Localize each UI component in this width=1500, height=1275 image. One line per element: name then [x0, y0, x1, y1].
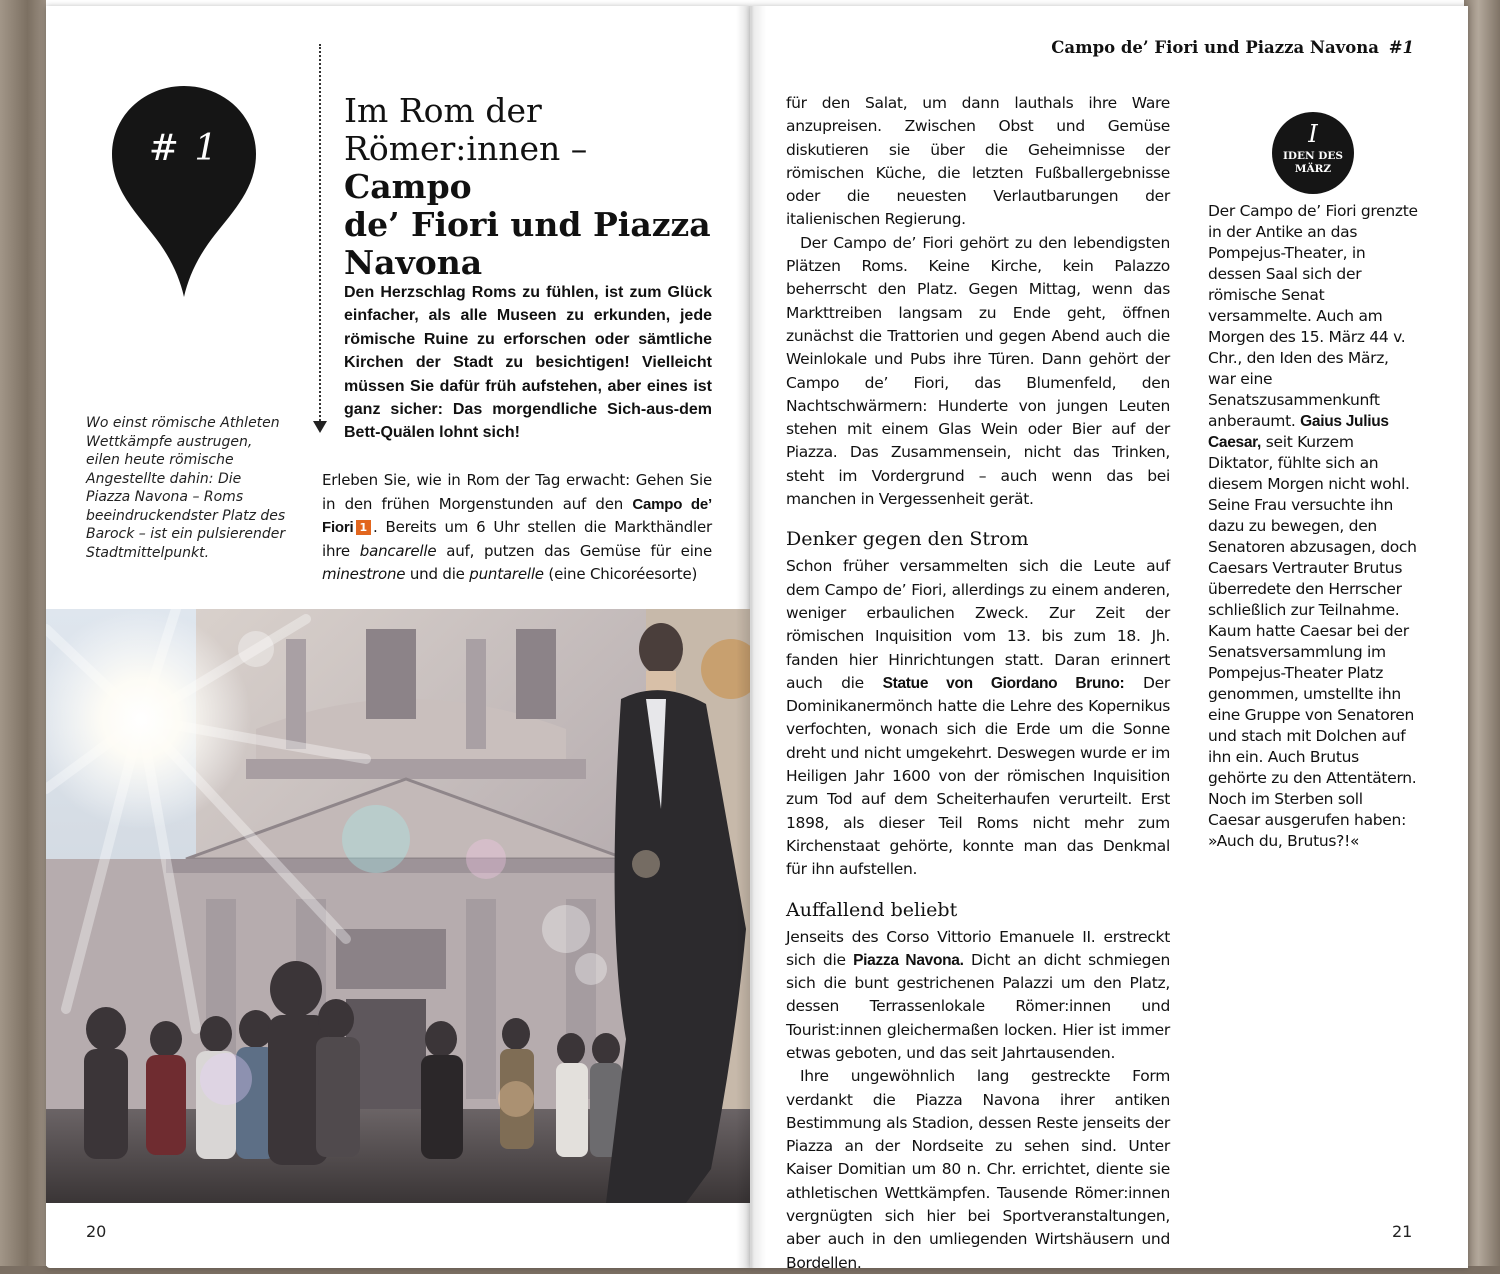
sidebar-text: Der Campo de’ Fiori grenzte in der Antike an das Pompejus-Theater, in dessen Saal sich der römische Senat versammelte. Auch am Morgen des 15. März 44 v. Chr., den Iden des März, war eine Senatszusammenkunft anberaumt. Gaius Julius Caesar, seit Kurzem Diktator, fühlte sich an diesem Morgen nicht wohl. Seine Frau versuchte ihn dazu zu bewegen, den Senatoren abzusagen, doch Caesars Vertrauter Brutus überredete den Herrscher schließlich zur Teilnahme. Kaum hatte Caesar bei der Senatsversammlung im Pompejus-Theater Platz genommen, umstellte ihn eine Gruppe von Senatoren und stach mit Dolchen auf ihn ein. Auch Brutus gehörte zu den Attentätern. Noch im Sterben soll Caesar ausgerufen haben: »Auch du, Brutus?!« — [1208, 202, 1418, 850]
place-name: Campo de’ Fiori — [322, 495, 712, 536]
title-line: Navona — [344, 243, 483, 282]
title-line: de’ Fiori und Piazza — [344, 205, 711, 244]
title-line: Römer:innen – Campo — [344, 129, 588, 206]
book-edge-right — [1464, 0, 1500, 1274]
chapter-title — [344, 92, 714, 282]
paragraph: Der Campo de’ Fiori gehört zu den lebendigsten Plätzen Roms. Keine Kirche, kein Palazzo beherrscht den Platz. Gegen Mittag, wenn das Markttreiben langsam zu Ende geht, öffnen zunächst die Trattorien und gegen Abend auch die Weinlokale und Pubs ihre Türen. Dann gehört der Campo de’ Fiori, das Blumenfeld, den Nachtschwärmern: Hunderte von jungen Leuten stehen mit einem Glas Wein oder Bier auf der Piazza. Das Zusammensein, nicht das Trinken, steht im Vordergrund – auch wenn das bei manchen in Vergessenheit gerät. — [786, 233, 1170, 509]
paragraph: Schon früher versammelten sich die Leute auf dem Campo de’ Fiori, allerdings zu einem anderen, weniger erbaulichen Zweck. Zur Zeit der römischen Inquisition vom 13. bis zum 18. Jh. fanden hier Hinrichtungen statt. Daran erinnert auch die Statue von Giordano Bruno: Der Dominikanermönch hatte die Lehre des Kopernikus verfochten, wonach sich die Erde um die Sonne dreht und nicht umgekehrt. Deswegen wurde er im Heiligen Jahr 1600 von der römischen Inquisition zum Tod auf dem Scheiterhaufen verurteilt. Erst 1898, als dieser Teil Roms nicht mehr zum Kirchenstaat gehörte, konnte man das Denkmal für ihn aufstellen. — [786, 557, 1170, 879]
dotted-guide-line — [319, 44, 321, 424]
sidebar-disc-numeral: I — [1308, 120, 1318, 148]
intro-paragraph: Erleben Sie, wie in Rom der Tag erwacht: Gehen Sie in den frühen Morgenstunden auf den Campo de’ Fiori 1 . Bereits um 6 Uhr stellen die Markthändler ihre bancarelle auf, putzen das Gemüse für eine minestrone und die puntarelle (eine Chicoréesorte) — [322, 471, 712, 583]
paragraph: Jenseits des Corso Vittorio Emanuele II. erstreckt sich die Piazza Navona. Dicht an dicht schmiegen sich die bunt gestrichenen Palazzi um den Platz, dessen Terrassenlokale Römer:innen und Tourist:innen gleichermaßen locken. Hier ist immer etwas geboten, und das seit Jahrtausenden. — [786, 927, 1170, 1062]
paragraph: für den Salat, um dann lauthals ihre Ware anzupreisen. Zwischen Obst und Gemüse diskutieren sie über die Geheimnisse der römischen Küche, die letzten Fußballergebnisse oder die neuesten Verlautbarungen der italienischen Regierung. — [786, 94, 1170, 229]
chapter-number: # 1 — [148, 128, 220, 169]
arrow-down-icon — [313, 421, 327, 433]
sidebar-disc-title: IDEN DES MÄRZ — [1283, 150, 1343, 175]
book-edge-left — [0, 0, 46, 1274]
section-heading: Auffallend beliebt — [786, 898, 958, 921]
title-line: Im Rom der — [344, 91, 542, 130]
piazza-navona-photo — [46, 609, 750, 1203]
main-column — [786, 92, 1170, 1275]
page-number-left: 20 — [86, 1222, 107, 1241]
section-heading: Denker gegen den Strom — [786, 528, 1029, 551]
photo-caption: Wo einst römische Athleten Wettkämpfe austrugen, eilen heute römische Angestellte dahin: Die Piazza Navona – Roms beeindruckendster Platz des Barock – ist ein pulsierender Stadtmittelpunkt. — [86, 415, 286, 561]
page-number-right: 21 — [1392, 1222, 1413, 1241]
running-head: Campo de’ Fiori und Piazza Navona #1 — [1051, 38, 1414, 57]
paragraph: Ihre ungewöhnlich lang gestreckte Form verdankt die Piazza Navona ihrer antiken Bestimmung als Stadion, dessen Reste jenseits der Piazza an der Nordseite zu sehen sind. Unter Kaiser Domitian um 80 n. Chr. errichtet, diente sie athletischen Wettkämpfen. Tausende Römer:innen vergnügten sich hier bei Sportveranstaltungen, aber auch in den umliegenden Wirtshäusern und Bordellen. — [786, 1067, 1170, 1272]
map-marker-badge: 1 — [356, 520, 371, 535]
map-pin-icon — [110, 84, 258, 299]
lede-paragraph: Den Herzschlag Roms zu fühlen, ist zum Glück einfacher, als alle Museen zu erkunden, jede römische Ruine zu erforschen oder sämtliche Kirchen der Stadt zu besichtigen! Vielleicht müssen Sie dafür früh aufstehen, aber eines ist ganz sicher: Das morgendliche Sich-aus-dem Bett-Quälen lohnt sich! — [344, 284, 712, 442]
